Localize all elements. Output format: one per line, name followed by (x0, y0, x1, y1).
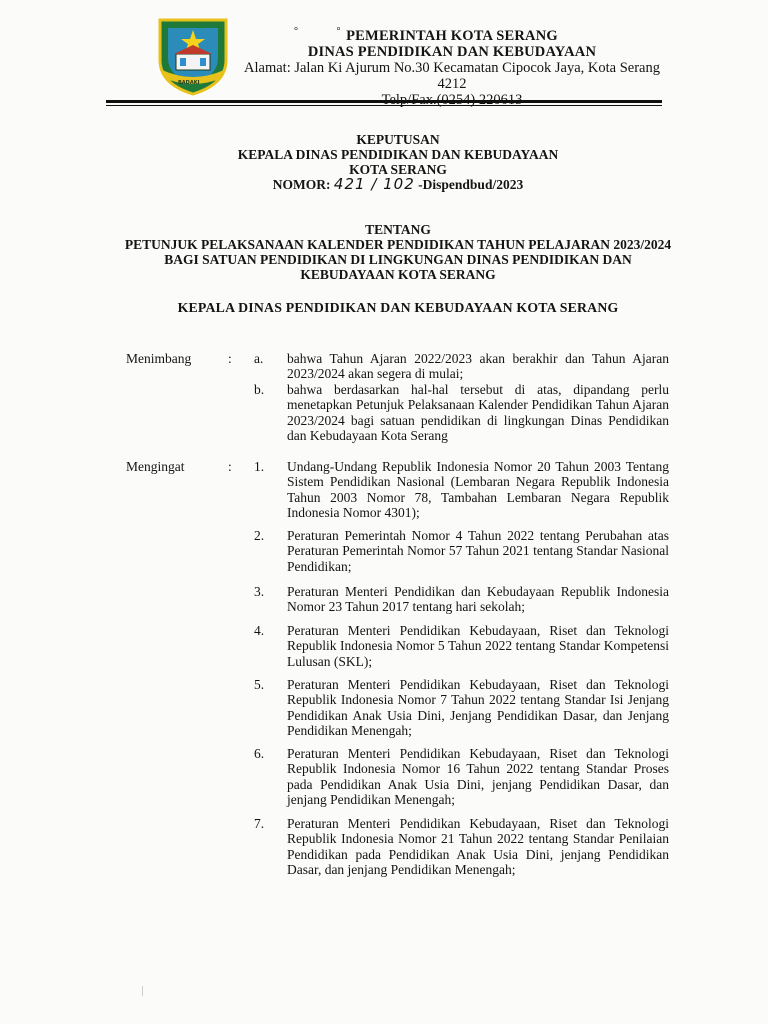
menimbang-item: bahwa berdasarkan hal-hal tersebut di atas, dipandang perlu menetapkan Petunjuk Pelaksanaan Kalender Pendidikan Tahun Ajaran 2023/2024 bagi satuan pendidikan di lingkungan Dinas Pendidikan dan Kebudayaan Kota Serang (287, 382, 669, 444)
tentang-block (100, 222, 696, 282)
letterhead-divider-thin (106, 105, 662, 106)
department-name: DINAS PENDIDIKAN DAN KEBUDAYAAN (307, 44, 597, 60)
mengingat-index: 6. (254, 746, 265, 761)
tentang-line-1: PETUNJUK PELAKSANAAN KALENDER PENDIDIKAN TAHUN PELAJARAN 2023/2024 (124, 237, 672, 252)
menimbang-index: a. (254, 351, 264, 366)
government-name: PEMERINTAH KOTA SERANG (346, 28, 558, 44)
mengingat-item: Peraturan Menteri Pendidikan dan Kebudayaan Republik Indonesia Nomor 23 Tahun 2017 tentang hari sekolah; (287, 584, 669, 615)
mengingat-index: 3. (254, 584, 265, 599)
mengingat-item: Peraturan Menteri Pendidikan Kebudayaan, Riset dan Teknologi Republik Indonesia Nomor 16 Tahun 2022 tentang Standar Proses pada Pendidikan Anak Usia Dini, jenjang Pendidikan Dasar, dan jenjang Pendidikan Menengah; (287, 746, 669, 808)
mengingat-item: Peraturan Menteri Pendidikan Kebudayaan, Riset dan Teknologi Republik Indonesia Nomor 21 Tahun 2022 tentang Standar Penilaian Pendidikan pada Pendidikan Anak Usia Dini, jenjang Pendidikan Dasar, dan jenjang Pendidikan Menengah; (287, 816, 669, 878)
nomor-label: NOMOR: (272, 177, 331, 192)
mengingat-item: Peraturan Pemerintah Nomor 4 Tahun 2022 tentang Perubahan atas Peraturan Pemerintah Nomor 57 Tahun 2021 tentang Standar Nasional Pendidikan; (287, 528, 669, 574)
mengingat-index: 7. (254, 816, 265, 831)
mengingat-index: 1. (254, 459, 265, 474)
mengingat-colon: : (228, 459, 232, 474)
letterhead-marks: ° ° (294, 26, 359, 37)
tentang-label: TENTANG (365, 222, 431, 237)
menimbang-colon: : (228, 351, 232, 366)
issuer-line-2: KOTA SERANG (349, 162, 447, 177)
menimbang-label: Menimbang (126, 351, 192, 366)
scan-mark (142, 986, 143, 996)
menimbang-item: bahwa Tahun Ajaran 2022/2023 akan berakhir dan Tahun Ajaran 2023/2024 akan segera di mulai; (287, 351, 669, 382)
logo-ribbon-text: BADAKI (178, 80, 200, 86)
tentang-line-2: BAGI SATUAN PENDIDIKAN DI LINGKUNGAN DINAS PENDIDIKAN DAN (164, 252, 632, 267)
address-line: Alamat: Jalan Ki Ajurum No.30 Kecamatan Cipocok Jaya, Kota Serang 4212 (244, 60, 660, 92)
nomor-suffix: -Dispendbud/2023 (418, 177, 524, 192)
mengingat-index: 4. (254, 623, 265, 638)
letterhead-divider-thick (106, 100, 662, 103)
letterhead (236, 28, 668, 108)
mengingat-item: Undang-Undang Republik Indonesia Nomor 20 Tahun 2003 Tentang Sistem Pendidikan Nasional (Lembaran Negara Republik Indonesia Tahun 2003 Nomor 78, Tambahan Lembaran Negara Republik Indonesia Nomor 4301); (287, 459, 669, 521)
mengingat-label: Mengingat (126, 459, 185, 474)
nomor-handwritten: 421 / 102 (333, 175, 415, 193)
tentang-line-3: KEBUDAYAAN KOTA SERANG (300, 267, 496, 282)
mengingat-item: Peraturan Menteri Pendidikan Kebudayaan, Riset dan Teknologi Republik Indonesia Nomor 7 Tahun 2022 tentang Standar Isi Jenjang Pendidikan Anak Usia Dini, Jenjang Pendidikan Dasar, dan Jenjang Pendidikan Menengah; (287, 677, 669, 739)
official-title: KEPALA DINAS PENDIDIKAN DAN KEBUDAYAAN KOTA SERANG (177, 300, 619, 315)
menimbang-index: b. (254, 382, 265, 397)
mengingat-item: Peraturan Menteri Pendidikan Kebudayaan, Riset dan Teknologi Republik Indonesia Nomor 5 Tahun 2022 tentang Standar Kompetensi Lulusan (SKL); (287, 623, 669, 669)
decree-number (100, 177, 696, 192)
mengingat-index: 5. (254, 677, 265, 692)
decree-title (100, 132, 696, 192)
mengingat-index: 2. (254, 528, 265, 543)
issuer-line-1: KEPALA DINAS PENDIDIKAN DAN KEBUDAYAAN (237, 147, 559, 162)
doc-type: KEPUTUSAN (356, 132, 440, 147)
